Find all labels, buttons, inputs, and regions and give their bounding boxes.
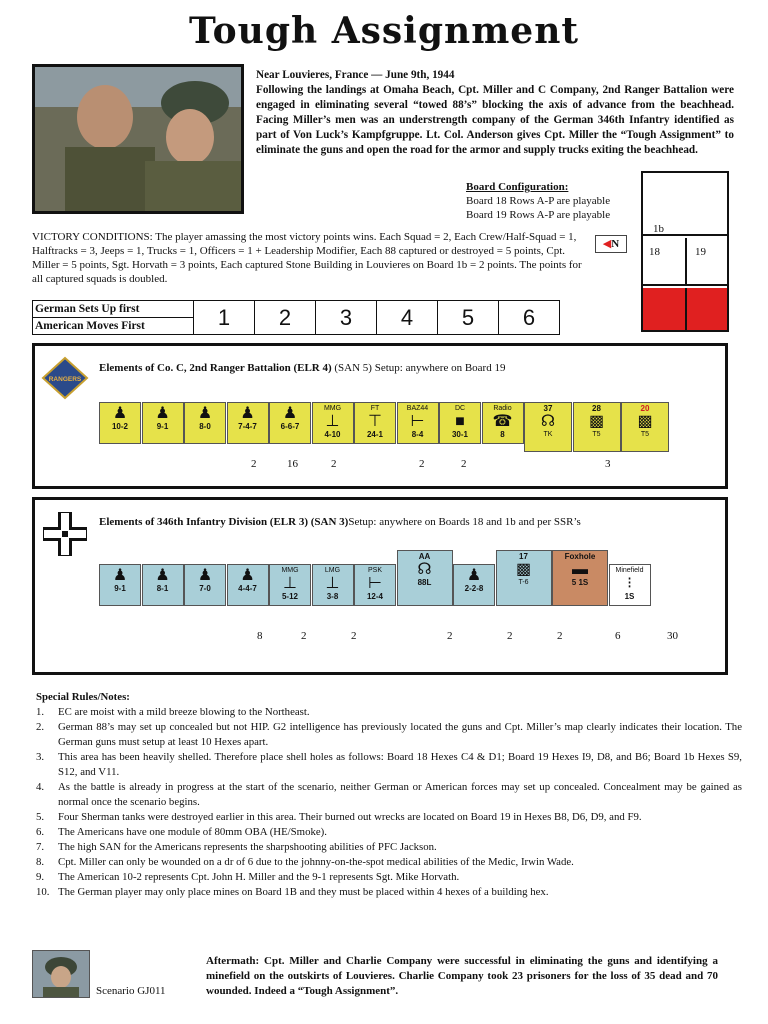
rule-text: Four Sherman tanks were destroyed earlier in this area. Their burned out wrecks are located on Board 19 in Hexes B8, D6, D9, and F9. [58, 811, 642, 823]
machine-gun-icon: ⊥ [325, 575, 340, 592]
rule-text: German 88’s may set up concealed but not HIP. G2 intelligence has previously located the guns and Cpt. Miller’s map clearly indicates their location. The German guns must setup at least 10 Hexes apart. [58, 721, 742, 748]
counter [354, 564, 396, 606]
counter-value: 7-0 [199, 584, 211, 593]
german-header [99, 516, 581, 528]
north-arrow-icon: ◀N [595, 235, 627, 253]
counter [496, 550, 552, 606]
counter-value: T-6 [518, 579, 529, 586]
american-order-of-battle [32, 343, 728, 489]
board-divider [685, 238, 687, 286]
rule-text: The Americans have one module of 80mm OBA (HE/Smoke). [58, 826, 327, 838]
counter-value: 88L [417, 578, 432, 587]
move-order-label: American Moves First [33, 318, 194, 335]
counter-label: AA [418, 552, 431, 561]
radio-icon: ☎ [492, 413, 513, 430]
turn-number: 2 [255, 301, 316, 335]
intro-text [256, 68, 734, 158]
counter-label: FT [370, 405, 380, 412]
counter-value: 9-1 [156, 422, 169, 431]
counter-value: TK [543, 431, 553, 438]
counter-value: 30-1 [451, 430, 468, 439]
north-label: N [611, 238, 620, 250]
intro-heading: Near Louvieres, France — June 9th, 1944 [256, 69, 455, 81]
counter [142, 402, 184, 444]
board-18-19 [643, 238, 727, 286]
counter-label: 17 [519, 552, 528, 561]
panzerschreck-icon: ⊢ [368, 575, 382, 592]
soldier-icon: ♟ [112, 567, 128, 584]
counter [227, 564, 269, 606]
american-header [99, 362, 505, 374]
counter-value: 10-2 [111, 422, 128, 431]
counter-value: 5-12 [281, 592, 298, 601]
board-18-label: 18 [649, 246, 660, 258]
special-rules [36, 690, 742, 900]
scenario-title: Tough Assignment [188, 10, 579, 52]
board-1b-label: 1b [653, 223, 664, 235]
list-item: 6. The Americans have one module of 80mm OBA (HE/Smoke). [36, 826, 327, 838]
turn-number: 3 [316, 301, 377, 335]
counter-label: 28 [592, 404, 601, 413]
board-config-line: Board 18 Rows A-P are playable [466, 195, 611, 207]
soldier-icon: ♟ [240, 405, 255, 422]
counter-value: 9-1 [114, 584, 126, 593]
list-item: 1. EC are moist with a mild breeze blowing to the Northeast. [36, 706, 310, 718]
counter-value: 8 [500, 430, 505, 439]
list-item: 4. As the battle is already in progress at the start of the scenario, neither German or American forces may set up concealed. Concealment may be gained as normal once the scenario begins. [36, 781, 742, 808]
counter-label: DC [454, 405, 466, 412]
counter [99, 402, 141, 444]
list-item: 9. The American 10-2 represents Cpt. John H. Miller and the 9-1 represents Sgt. Mike Horvath. [36, 871, 460, 883]
counter [312, 402, 354, 444]
counter-label: 20 [640, 404, 650, 413]
counter-quantity: 2 [351, 630, 357, 642]
halftrack-icon: ▩ [637, 413, 653, 430]
counter-value: T5 [640, 431, 650, 438]
american-header-unit: Elements of Co. C, 2nd Ranger Battalion (ELR 4) [99, 362, 332, 374]
counter [184, 564, 226, 606]
counter-label: 37 [543, 404, 553, 413]
counter [269, 402, 311, 444]
german-order-of-battle [32, 497, 728, 675]
counter-label: Minefield [615, 567, 644, 574]
counter [142, 564, 184, 606]
counter-value: 8-1 [156, 584, 169, 593]
board-configuration [466, 180, 646, 222]
counter [312, 564, 354, 606]
flamethrower-icon: ⊤ [368, 413, 382, 430]
counter-quantity: 2 [419, 458, 425, 470]
demo-charge-icon: ■ [455, 413, 465, 430]
list-item: 3. This area has been heavily shelled. Therefore place shell holes as follows: Board 18 Hexes C4 & D1; Board 19 Hexes I9, D8, and B6; Board 1b Hexes S9, S12, and V11. [36, 751, 742, 778]
crew-icon: ♟ [466, 567, 482, 584]
special-rules-heading: Special Rules/Notes: [36, 691, 130, 703]
list-item: 5. Four Sherman tanks were destroyed earlier in this area. Their burned out wrecks are located on Board 19 in Hexes B8, D6, D9, and F9. [36, 811, 642, 823]
soldier-icon: ♟ [197, 567, 213, 584]
counter-label: LMG [324, 567, 341, 574]
rule-text: As the battle is already in progress at the start of the scenario, neither German or American forces may set up concealed. Concealment may be gained as normal once the scenario begins. [58, 781, 742, 808]
counter [397, 550, 453, 606]
counter-quantity: 2 [461, 458, 467, 470]
counter [269, 564, 311, 606]
counter-quantity: 3 [605, 458, 611, 470]
counter-value: 8-4 [411, 430, 424, 439]
counter-label: MMG [323, 405, 342, 412]
soldier-icon: ♟ [240, 567, 255, 584]
list-item: 7. The high SAN for the Americans represents the sharpshooting abilities of PFC Jackson. [36, 841, 437, 853]
counter-value: 5 1S [571, 578, 589, 587]
counter-quantity: 30 [667, 630, 678, 642]
counter [482, 402, 524, 444]
counter [354, 402, 396, 444]
german-counters [99, 550, 651, 606]
counter [524, 402, 572, 452]
bazooka-icon: ⊢ [410, 413, 425, 430]
soldier-icon: ♟ [155, 567, 170, 584]
counter-value: 2-2-8 [464, 584, 484, 593]
counter-quantity: 6 [615, 630, 621, 642]
machine-gun-icon: ⊥ [283, 575, 297, 592]
counter-value: 3-8 [326, 592, 339, 601]
intro-body: Following the landings at Omaha Beach, Cpt. Miller and C Company, 2nd Ranger Battalion were engaged in eliminating several “towed 88’s” blocking the axis of advance from the beachhead. Facing Miller’s men was an understrength company of the German 346th Infantry identified as part of Von Luck’s Kampfgruppe. Lt. Col. Anderson gives Cpt. Miller the “Tough Assignment” to eliminate the guns and open the road for the armor and supply trucks exiting the beachhead. [256, 84, 734, 156]
counter-value: 12-4 [366, 592, 383, 601]
counter [453, 564, 495, 606]
counter [573, 402, 621, 452]
counter [99, 564, 141, 606]
american-header-setup: (SAN 5) Setup: anywhere on Board 19 [331, 362, 506, 374]
counter-value: 24-1 [366, 430, 383, 439]
foxhole-icon: ▬ [572, 561, 588, 578]
machine-gun-icon: ⊥ [325, 413, 340, 430]
board-config-heading: Board Configuration: [466, 181, 569, 193]
rule-text: The American 10-2 represents Cpt. John H. Miller and the 9-1 represents Sgt. Mike Horvath. [58, 871, 460, 883]
turn-record-track [32, 300, 560, 335]
victory-heading: VICTORY CONDITIONS: [32, 231, 153, 243]
rule-text: The high SAN for the Americans represents the sharpshooting abilities of PFC Jackson. [58, 841, 437, 853]
red-board-area [643, 288, 727, 330]
counter [184, 402, 226, 444]
counter-label: Radio [493, 405, 512, 412]
soldier-icon: ♟ [197, 405, 213, 422]
counter-value: 8-0 [199, 422, 211, 431]
turn-number: 5 [438, 301, 499, 335]
board-19-label: 19 [695, 246, 706, 258]
list-item: 8. Cpt. Miller can only be wounded on a dr of 6 due to the johnny-on-the-spot medical abilities of the Medic, Irwin Wade. [36, 856, 574, 868]
scenario-photo [32, 64, 244, 214]
board-map [641, 171, 729, 332]
board-1b [643, 173, 727, 236]
counter-value: T5 [592, 431, 601, 438]
counter-value: 1S [624, 592, 635, 601]
soldier-icon: ♟ [155, 405, 170, 422]
american-counters [99, 402, 670, 452]
board-divider [685, 288, 687, 330]
counter-value: 7-4-7 [238, 422, 257, 431]
soldier-portrait [32, 950, 90, 998]
counter [552, 550, 608, 606]
counter-quantity: 2 [507, 630, 513, 642]
gun-icon: ☊ [540, 413, 556, 430]
counter-quantity: 2 [557, 630, 563, 642]
jeep-icon: ▩ [588, 413, 605, 430]
counter [227, 402, 269, 444]
counter-label: BAZ44 [406, 405, 429, 412]
truck-icon: ▩ [515, 561, 532, 578]
aftermath-text: Aftermath: Cpt. Miller and Charlie Company were successful in eliminating the guns and identifying a minefield on the outskirts of Louvieres. Charlie Company took 23 prisoners for the loss of 35 dead and 70 wounded. Indeed a “Tough Assignment”. [206, 955, 718, 997]
counter [609, 564, 651, 606]
counter-quantity: 8 [257, 630, 263, 642]
german-header-setup: Setup: anywhere on Boards 18 and 1b and per SSR’s [348, 516, 581, 528]
minefield-icon: ⁝ [626, 575, 633, 592]
board-config-line: Board 19 Rows A-P are playable [466, 209, 611, 221]
iron-cross-icon [43, 512, 87, 556]
german-header-unit: Elements of 346th Infantry Division (ELR 3) (SAN 3) [99, 516, 349, 528]
setup-order-label: German Sets Up first [33, 301, 194, 318]
counter-quantity: 2 [301, 630, 307, 642]
turn-number: 6 [499, 301, 560, 335]
counter-quantity: 2 [251, 458, 257, 470]
counter-label: PSK [367, 567, 382, 574]
counter-quantity: 16 [287, 458, 298, 470]
soldier-icon: ♟ [112, 405, 128, 422]
counter-label: MMG [281, 567, 299, 574]
counter [621, 402, 669, 452]
soldier-icon: ♟ [282, 405, 298, 422]
flak-gun-icon: ☊ [417, 561, 432, 578]
turn-number: 4 [377, 301, 438, 335]
rangers-insignia-icon [41, 356, 89, 400]
counter-value: 4-4-7 [238, 584, 257, 593]
insignia-text: RANGERS [48, 376, 82, 383]
counter-value: 4-10 [324, 430, 341, 439]
turn-number: 1 [194, 301, 255, 335]
counter-label: Foxhole [564, 552, 596, 561]
special-rules-list [36, 705, 742, 900]
counter [439, 402, 481, 444]
counter [397, 402, 439, 444]
rule-text: EC are moist with a mild breeze blowing to the Northeast. [58, 706, 310, 718]
list-item: 10. The German player may only place mines on Board 1B and they must be placed within 4 hexes of a building hex. [36, 886, 549, 898]
rule-text: Cpt. Miller can only be wounded on a dr of 6 due to the johnny-on-the-spot medical abilities of the Medic, Irwin Wade. [58, 856, 574, 868]
counter-quantity: 2 [447, 630, 453, 642]
scenario-id: Scenario GJ011 [96, 985, 166, 997]
counter-value: 6-6-7 [280, 422, 300, 431]
rule-text: This area has been heavily shelled. Therefore place shell holes as follows: Board 18 Hexes C4 & D1; Board 19 Hexes I9, D8, and B6; Board 1b Hexes S9, S12, and V11. [58, 751, 742, 778]
list-item: 2. German 88’s may set up concealed but not HIP. G2 intelligence has previously located the guns and Cpt. Miller’s map clearly indicates their location. The German guns must setup at least 10 Hexes apart. [36, 721, 742, 748]
counter-quantity: 2 [331, 458, 337, 470]
victory-text: The player amassing the most victory points wins. Each Squad = 2, Each Crew/Half-Squad = 1, Halftracks = 3, Jeeps = 1, Trucks = 1, Officers = 1 + Leadership Modifier, Each 88 captured or destroyed = 5 points, Cpt. Miller = 5 points, Sgt. Horvath = 3 points, Each captured Stone Building in Louvieres on Board 1b = 2 points. The points for all captured squads is doubled. [32, 231, 582, 285]
rule-text: The German player may only place mines on Board 1B and they must be placed within 4 hexes of a building hex. [58, 886, 549, 898]
victory-conditions [32, 230, 592, 286]
